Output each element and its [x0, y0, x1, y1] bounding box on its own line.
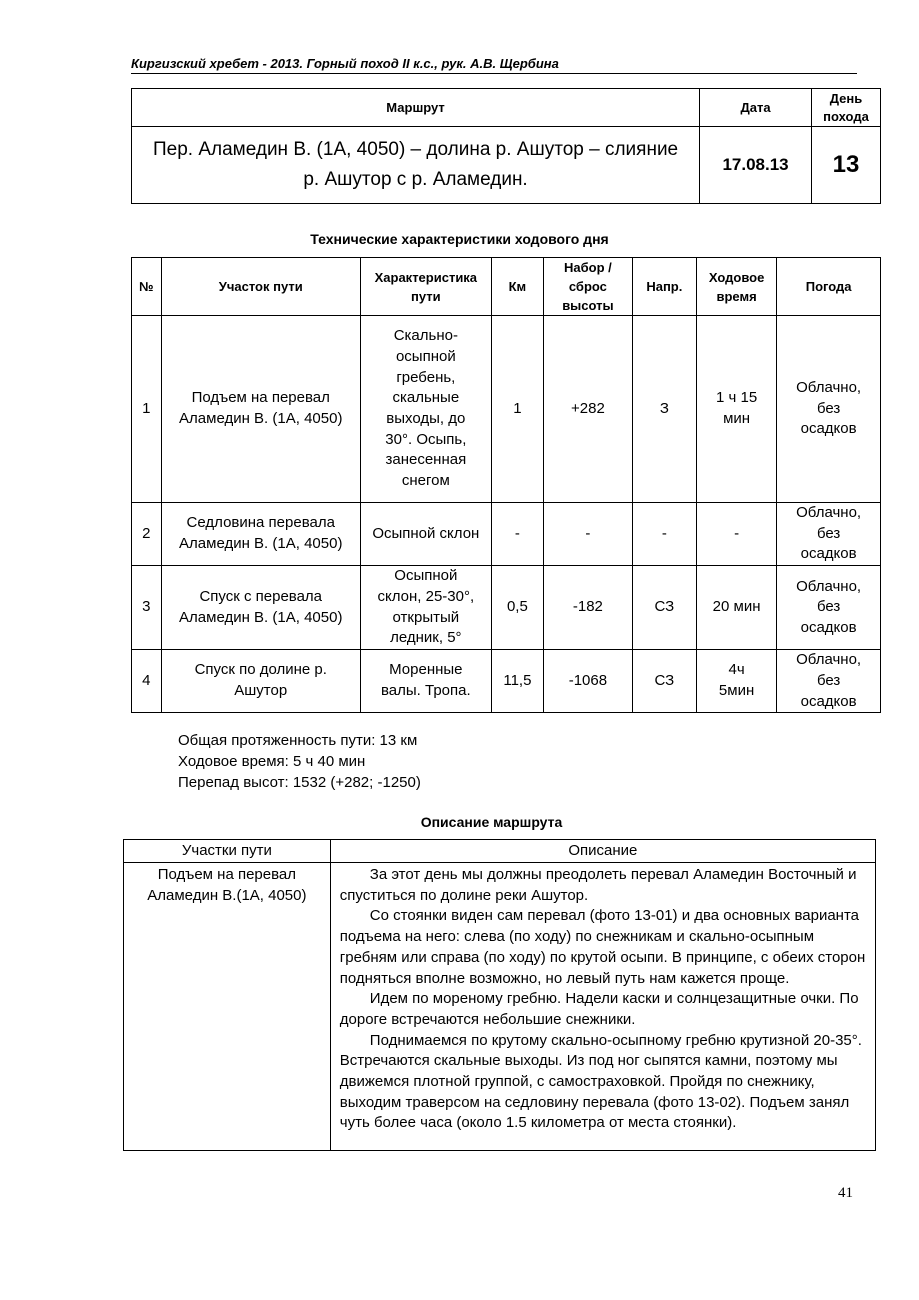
- route-line-2: р. Ашутор с р. Аламедин.: [303, 169, 528, 190]
- day-header: День похода: [812, 89, 881, 127]
- row-number: 1: [132, 316, 162, 503]
- row-height: -182: [544, 566, 633, 650]
- row-weather: Облачно, без осадков: [777, 503, 881, 566]
- col-segment: Участок пути: [161, 258, 360, 316]
- summary-time: Ходовое время: 5 ч 40 мин: [178, 753, 366, 770]
- col-time: Ходовое время: [696, 258, 776, 316]
- row-segment: Подъем на перевал Аламедин В. (1А, 4050): [161, 316, 360, 503]
- desc-paragraph: За этот день мы должны преодолеть перевал Аламедин Восточный и спуститься по долине реки Ашутор.: [339, 866, 857, 904]
- row-height: -1068: [544, 650, 633, 713]
- table-row: [132, 650, 881, 713]
- route-description: [132, 127, 700, 204]
- route-day: 13: [812, 127, 881, 204]
- route-line-1: Пер. Аламедин В. (1А, 4050) – долина р. Ашутор – слияние: [152, 139, 679, 160]
- row-time: 20 мин: [696, 566, 776, 650]
- col-direction: Напр.: [632, 258, 696, 316]
- description-table: [123, 839, 876, 1151]
- row-characteristic: Моренные валы. Тропа.: [360, 650, 491, 713]
- col-height: Набор / сброс высоты: [544, 258, 633, 316]
- table-row: [124, 863, 876, 1151]
- desc-paragraph: Со стоянки виден сам перевал (фото 13-01) и два основных варианта подъема на него: слева (по ходу) по снежникам и скально-осыпным гребням или справа (по ходу) по крутой осыпи. В принципе, с обеих сторон подняться вполне возможно, но левый путь нам кажется проще.: [339, 907, 866, 987]
- table-row: [132, 316, 881, 503]
- row-segment: Спуск с перевала Аламедин В. (1А, 4050): [161, 566, 360, 650]
- col-description: Описание: [330, 840, 875, 863]
- summary-drop: Перепад высот: 1532 (+282; -1250): [178, 774, 421, 791]
- date-header: Дата: [700, 89, 812, 127]
- row-number: 2: [132, 503, 162, 566]
- row-direction: З: [632, 316, 696, 503]
- row-height: -: [544, 503, 633, 566]
- row-direction: СЗ: [632, 650, 696, 713]
- desc-section-title: Описание маршрута: [420, 814, 563, 830]
- row-number: 3: [132, 566, 162, 650]
- col-km: Км: [491, 258, 543, 316]
- col-weather: Погода: [777, 258, 881, 316]
- table-row: [132, 503, 881, 566]
- row-km: -: [491, 503, 543, 566]
- row-segment: Седловина перевала Аламедин В. (1А, 4050): [161, 503, 360, 566]
- row-km: 0,5: [491, 566, 543, 650]
- desc-paragraph: Идем по мореному гребню. Надели каски и солнцезащитные очки. По дороге встречаются небольшие снежники.: [339, 990, 859, 1028]
- row-km: 1: [491, 316, 543, 503]
- col-characteristic: Характеристика пути: [360, 258, 491, 316]
- row-characteristic: Осыпной склон, 25-30°, открытый ледник, 5°: [360, 566, 491, 650]
- route-header: Маршрут: [132, 89, 700, 127]
- col-number: №: [132, 258, 162, 316]
- running-header: Киргизский хребет - 2013. Горный поход II к.с., рук. А.В. Щербина: [131, 56, 857, 74]
- desc-text: [330, 863, 875, 1151]
- row-height: +282: [544, 316, 633, 503]
- tech-section-title: Технические характеристики ходового дня: [310, 231, 609, 247]
- row-time: 4ч 5мин: [696, 650, 776, 713]
- row-weather: Облачно, без осадков: [777, 566, 881, 650]
- row-time: -: [696, 503, 776, 566]
- col-segments: Участки пути: [124, 840, 331, 863]
- row-direction: СЗ: [632, 566, 696, 650]
- row-time: 1 ч 15 мин: [696, 316, 776, 503]
- row-direction: -: [632, 503, 696, 566]
- row-weather: Облачно, без осадков: [777, 650, 881, 713]
- route-date: 17.08.13: [700, 127, 812, 204]
- row-characteristic: Скально-осыпной гребень, скальные выходы, до 30°. Осыпь, занесенная снегом: [360, 316, 491, 503]
- page-number: 41: [838, 1185, 853, 1201]
- row-characteristic: Осыпной склон: [360, 503, 491, 566]
- row-segment: Спуск по долине р. Ашутор: [161, 650, 360, 713]
- row-number: 4: [132, 650, 162, 713]
- table-row: [132, 566, 881, 650]
- desc-paragraph: Поднимаемся по крутому скально-осыпному гребню крутизной 20-35°. Встречаются скальные выходы. Из под ног сыпятся камни, поэтому мы движемся плотной группой, с самостраховкой. Пройдя по снежнику, выходим траверсом на седловину перевала (фото 13-02). Подъем занял чуть более часа (около 1.5 километра от места стоянки).: [339, 1031, 862, 1132]
- route-table: [131, 88, 881, 204]
- desc-segment: Подъем на перевал Аламедин В.(1А, 4050): [124, 863, 331, 1151]
- tech-table: [131, 257, 881, 713]
- row-km: 11,5: [491, 650, 543, 713]
- summary-length: Общая протяженность пути: 13 км: [178, 732, 418, 749]
- row-weather: Облачно, без осадков: [777, 316, 881, 503]
